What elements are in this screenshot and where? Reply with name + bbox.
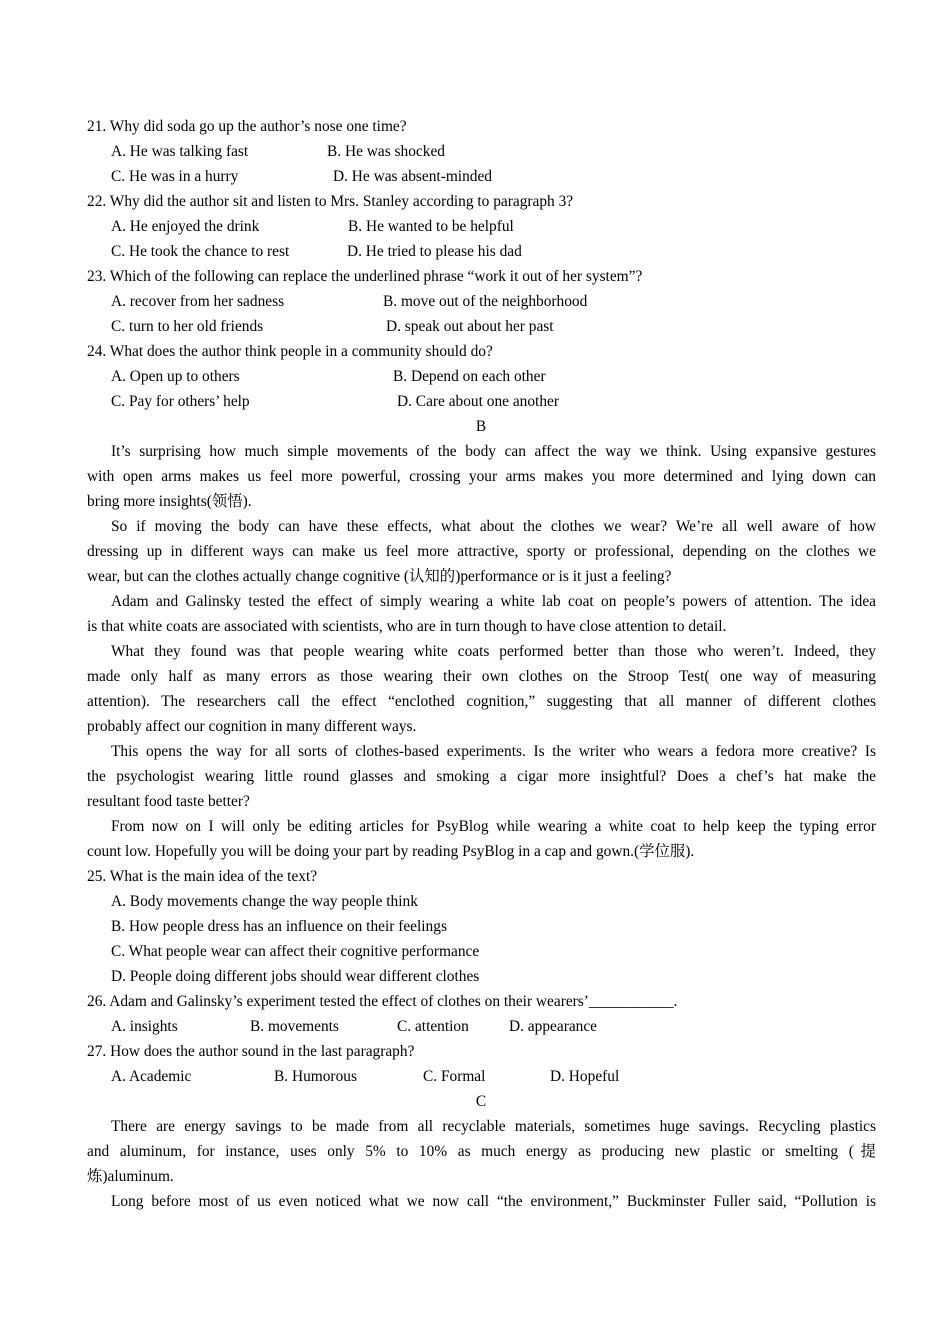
passage-c-p1-line3: 炼)aluminum.	[87, 1168, 174, 1185]
option-25a: A. Body movements change the way people think	[111, 893, 418, 910]
option-24b: B. Depend on each other	[393, 368, 546, 385]
section-c-heading: C	[475, 1093, 487, 1110]
option-22b: B. He wanted to be helpful	[348, 218, 514, 235]
option-25c: C. What people wear can affect their cognitive performance	[111, 943, 480, 960]
option-21b: B. He was shocked	[327, 143, 445, 160]
question-27-stem: 27. How does the author sound in the last paragraph?	[87, 1043, 415, 1060]
passage-b-p1-line3: bring more insights(领悟).	[87, 493, 252, 510]
option-21d: D. He was absent-minded	[333, 168, 492, 185]
option-25d: D. People doing different jobs should wear different clothes	[111, 968, 480, 985]
passage-b-p2-line3: wear, but can the clothes actually change cognitive (认知的)performance or is it just a feeling?	[87, 568, 672, 585]
option-27c: C. Formal	[423, 1068, 486, 1085]
passage-c-p1-line2: and aluminum, for instance, uses only 5% to 10% as much energy as producing new plastic or smelting (提	[87, 1143, 876, 1160]
passage-b-p5-line2: the psychologist wearing little round glasses and smoking a cigar more insightful? Does a chef’s hat make the	[87, 768, 876, 785]
option-27d: D. Hopeful	[550, 1068, 620, 1085]
option-24c: C. Pay for others’ help	[111, 393, 250, 410]
passage-c-p2-line1: Long before most of us even noticed what we now call “the environment,” Buckminster Fuller said, “Pollution is	[111, 1193, 876, 1210]
option-26a: A. insights	[111, 1018, 178, 1035]
option-24a: A. Open up to others	[111, 368, 240, 385]
question-26-stem: 26. Adam and Galinsky’s experiment tested the effect of clothes on their wearers’___________.	[87, 993, 678, 1010]
section-b-heading: B	[475, 418, 487, 435]
passage-b-p5-line3: resultant food taste better?	[87, 793, 250, 810]
passage-b-p1-line1: It’s surprising how much simple movements of the body can affect the way we think. Using expansive gestures	[111, 443, 876, 460]
option-27a: A. Academic	[111, 1068, 192, 1085]
passage-b-p5-line1: This opens the way for all sorts of clothes-based experiments. Is the writer who wears a fedora more creative? Is	[111, 743, 876, 760]
option-23a: A. recover from her sadness	[111, 293, 285, 310]
option-23b: B. move out of the neighborhood	[383, 293, 588, 310]
passage-b-p4-line2: made only half as many errors as those wearing their own clothes on the Stroop Test( one way of measuring	[87, 668, 876, 685]
option-25b: B. How people dress has an influence on their feelings	[111, 918, 447, 935]
question-25-stem: 25. What is the main idea of the text?	[87, 868, 318, 885]
question-24-stem: 24. What does the author think people in a community should do?	[87, 343, 493, 360]
option-22a: A. He enjoyed the drink	[111, 218, 260, 235]
passage-b-p4-line1: What they found was that people wearing white coats performed better than those who weren’t. Indeed, they	[111, 643, 876, 660]
option-23c: C. turn to her old friends	[111, 318, 264, 335]
option-23d: D. speak out about her past	[386, 318, 554, 335]
question-22-stem: 22. Why did the author sit and listen to Mrs. Stanley according to paragraph 3?	[87, 193, 574, 210]
passage-b-p6-line2: count low. Hopefully you will be doing your part by reading PsyBlog in a cap and gown.(学位服).	[87, 843, 695, 860]
passage-b-p1-line2: with open arms makes us feel more powerful, crossing your arms makes you more determined and lying down can	[87, 468, 876, 485]
passage-b-p4-line4: probably affect our cognition in many different ways.	[87, 718, 417, 735]
passage-b-p3-line2: is that white coats are associated with scientists, who are in turn though to have close attention to detail.	[87, 618, 727, 635]
passage-b-p2-line2: dressing up in different ways can make us feel more attractive, sporty or professional, depending on the clothes we	[87, 543, 876, 560]
passage-c-p1-line1: There are energy savings to be made from all recyclable materials, sometimes huge savings. Recycling plastics	[111, 1118, 876, 1135]
option-24d: D. Care about one another	[397, 393, 559, 410]
option-21a: A. He was talking fast	[111, 143, 249, 160]
passage-b-p3-line1: Adam and Galinsky tested the effect of simply wearing a white lab coat on people’s powers of attention. The idea	[111, 593, 876, 610]
question-23-stem: 23. Which of the following can replace the underlined phrase “work it out of her system”?	[87, 268, 643, 285]
option-21c: C. He was in a hurry	[111, 168, 239, 185]
passage-b-p4-line3: attention). The researchers call the effect “enclothed cognition,” suggesting that all manner of different clothes	[87, 693, 876, 710]
passage-b-p6-line1: From now on I will only be editing articles for PsyBlog while wearing a white coat to help keep the typing error	[111, 818, 876, 835]
option-26d: D. appearance	[509, 1018, 598, 1035]
option-26b: B. movements	[250, 1018, 339, 1035]
passage-b-p2-line1: So if moving the body can have these effects, what about the clothes we wear? We’re all well aware of how	[111, 518, 876, 535]
option-26c: C. attention	[397, 1018, 469, 1035]
option-27b: B. Humorous	[274, 1068, 357, 1085]
question-21-stem: 21. Why did soda go up the author’s nose one time?	[87, 118, 407, 135]
option-22d: D. He tried to please his dad	[347, 243, 522, 260]
option-22c: C. He took the chance to rest	[111, 243, 290, 260]
